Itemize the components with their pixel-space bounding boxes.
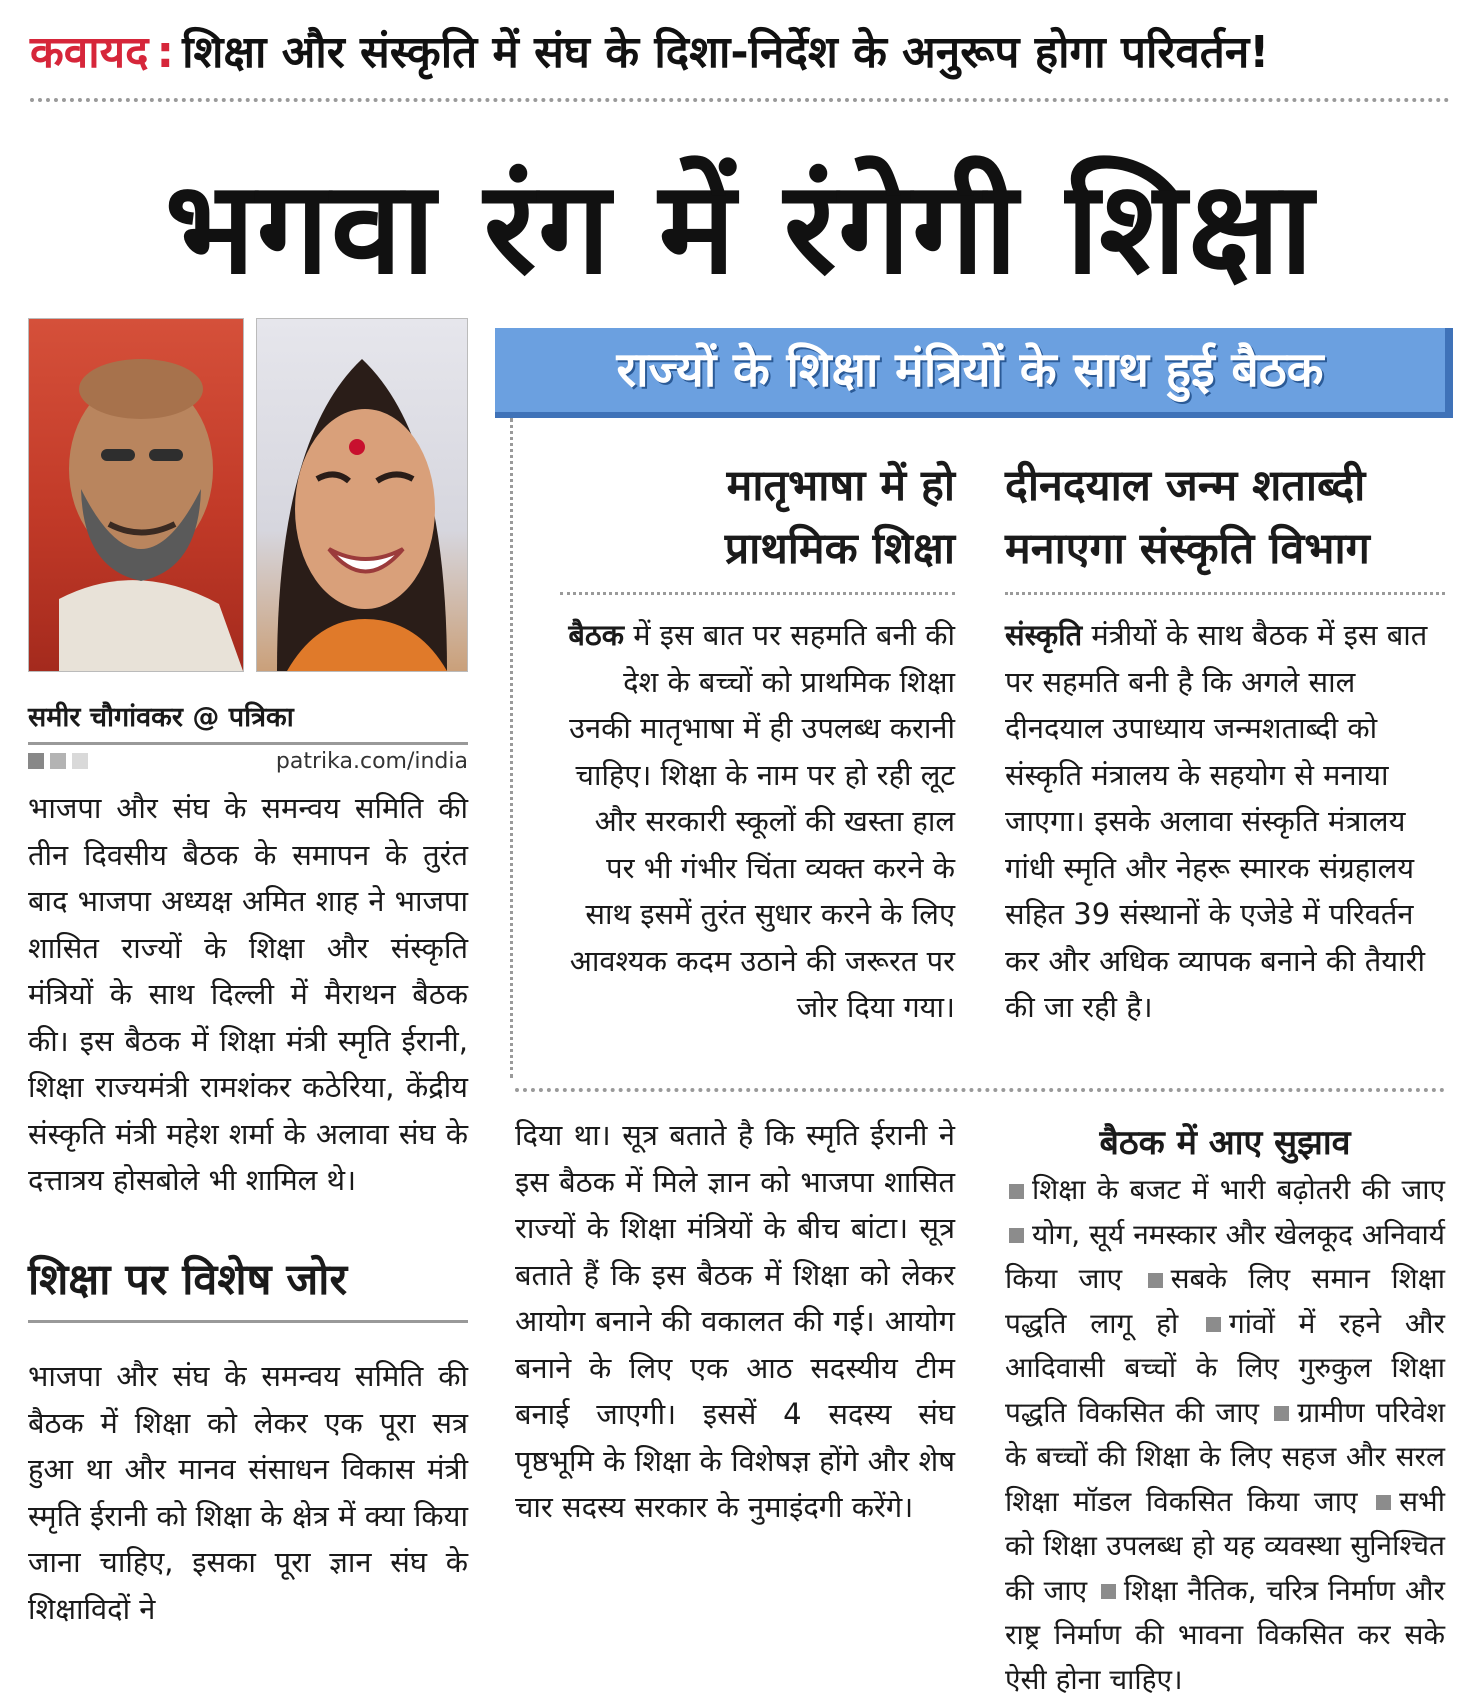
column-3-headline-line-1: दीनदयाल जन्म शताब्दी [1005, 461, 1366, 511]
column-1-paragraph-1: भाजपा और संघ के समन्वय समिति की तीन दिवसीय बैठक के समापन के तुरंत बाद भाजपा अध्यक्ष अमित शाह ने भाजपा शासित राज्यों के शिक्षा और संस्कृति मंत्रियों के साथ दिल्ली में मैराथन बैठक की। इस बैठक में शिक्षा मंत्री स्मृति ईरानी, शिक्षा राज्यमंत्री रामशंकर कठेरिया, केंद्रीय संस्कृति मंत्री महेश शर्मा के अलावा संघ के दत्तात्रय होसबोले भी शामिल थे। [28, 791, 468, 1197]
column-2-headline-line-2: प्राथमिक शिक्षा [724, 524, 955, 574]
suggestion-item: योग, सूर्य नमस्कार और खेलकूद अनिवार्य किया जाए [1005, 1217, 1445, 1295]
column-2-paragraph-1-text: में इस बात पर सहमति बनी की देश के बच्चों को प्राथमिक शिक्षा उनकी मातृभाषा में ही उपलब्ध करानी चाहिए। शिक्षा के नाम पर हो रही लूट और सरकारी स्कूलों की खस्ता हाल पर भी गंभीर चिंता व्यक्त करने के साथ इसमें तुरंत सुधार करने के लिए आवश्यक कदम उठाने की जरूरत पर जोर दिया गया। [569, 618, 955, 1024]
suggestion-item: सबके लिए समान शिक्षा पद्धति लागू हो [1005, 1262, 1445, 1340]
person-photo-right [256, 318, 468, 672]
bullet-icon [1206, 1317, 1221, 1332]
bullet-icon [1009, 1184, 1024, 1199]
column-1-paragraph-2: भाजपा और संघ के समन्वय समिति की बैठक में शिक्षा को लेकर एक पूरा सत्र हुआ था और मानव संसाधन विकास मंत्री स्मृति ईरानी को शिक्षा के क्षेत्र में क्या किया जाना चाहिए, इसका पूरा ज्ञान संघ के शिक्षाविदों ने [28, 1359, 468, 1626]
suggestion-item: शिक्षा नैतिक, चरित्र निर्माण और राष्ट्र निर्माण की भावना विकसित कर सके ऐसी होना चाहिए। [1005, 1573, 1445, 1696]
bullet-icon [1274, 1406, 1289, 1421]
column-3-headline [1005, 455, 1450, 585]
kicker-colon: : [156, 27, 175, 78]
bullet-icon [1148, 1273, 1163, 1288]
subhead-divider [28, 1320, 468, 1323]
suggestion-item: गांवों में रहने और आदिवासी बच्चों के लिए गुरुकुल शिक्षा पद्धति विकसित की जाए [1005, 1306, 1445, 1429]
suggestion-item: ग्रामीण परिवेश के बच्चों की शिक्षा के लिए सहज और सरल शिक्षा मॉडल विकसित किया जाए [1005, 1395, 1446, 1518]
byline-divider [28, 742, 468, 745]
column-2-headline-divider [560, 592, 955, 595]
column-3-lead-word: संस्कृति [1005, 618, 1083, 652]
person-photo-right-illustration [257, 319, 467, 671]
kicker-divider [30, 98, 1450, 102]
kicker-label: कवायद [30, 27, 149, 78]
bullet-icon [1009, 1228, 1024, 1243]
suggestions-list [1005, 1168, 1446, 1696]
column-3-headline-divider [1005, 592, 1445, 595]
column-2-paragraph-1 [560, 612, 955, 1082]
column-2-paragraph-2: दिया था। सूत्र बताते है कि स्मृति ईरानी ने इस बैठक में मिले ज्ञान को भाजपा शासित राज्यों के शिक्षा मंत्रियों के बीच बांटा। सूत्र बताते हैं कि इस बैठक में शिक्षा को लेकर आयोग बनाने की वकालत की गई। आयोग बनाने के लिए एक आठ सदस्यीय टीम बनाई जाएगी। इससें 4 सदस्य संघ पृष्ठभूमि के शिक्षा के विशेषज्ञ होंगे और शेष चार सदस्य सरकार के नुमाइंदगी करेंगे। [515, 1118, 955, 1524]
main-headline: भगवा रंग में रंगेगी शिक्षा [164, 153, 1316, 303]
person-photo-left-illustration [29, 319, 243, 671]
column-2-headline-line-1: मातृभाषा में हो [726, 461, 955, 511]
column-2-lead-word: बैठक [568, 618, 625, 652]
suggestion-item: शिक्षा के बजट में भारी बढ़ोतरी की जाए [1032, 1173, 1445, 1206]
column-2-headline [560, 455, 955, 585]
suggestions-title: बैठक में आए सुझाव [1099, 1123, 1351, 1163]
column-3-headline-line-2: मनाएगा संस्कृति विभाग [1005, 524, 1370, 574]
web-marker-icon [28, 753, 108, 771]
vertical-dotted-divider [510, 418, 513, 1078]
web-link[interactable]: patrika.com/india [275, 749, 468, 774]
column-3-paragraph-1 [1005, 612, 1445, 1082]
horizontal-dotted-divider [515, 1088, 1445, 1092]
person-photo-left [28, 318, 244, 672]
column-3-paragraph-1-text: मंत्रीयों के साथ बैठक में इस बात पर सहमति बनी है कि अगले साल दीनदयाल उपाध्याय जन्मशताब्दी को संस्कृति मंत्रालय के सहयोग से मनाया जाएगा। इसके अलावा संस्कृति मंत्रालय गांधी स्मृति और नेहरू स्मारक संग्रहालय सहित 39 संस्थानों के एजेडे में परिवर्तन कर और अधिक व्यापक बनाने की तैयारी की जा रही है। [1005, 618, 1428, 1024]
section-banner: राज्यों के शिक्षा मंत्रियों के साथ हुई बैठक [495, 328, 1453, 418]
column-1-subhead: शिक्षा पर विशेष जोर [28, 1255, 348, 1305]
author-byline: समीर चौगांवकर @ पत्रिका [28, 702, 294, 733]
bullet-icon [1376, 1495, 1391, 1510]
kicker-line [30, 18, 1450, 88]
kicker-text: शिक्षा और संस्कृति में संघ के दिशा-निर्देश के अनुरूप होगा परिवर्तन! [182, 27, 1270, 78]
suggestion-item: सभी को शिक्षा उपलब्ध हो यह व्यवस्था सुनिश्चित की जाए [1005, 1484, 1445, 1607]
bullet-icon [1101, 1584, 1116, 1599]
